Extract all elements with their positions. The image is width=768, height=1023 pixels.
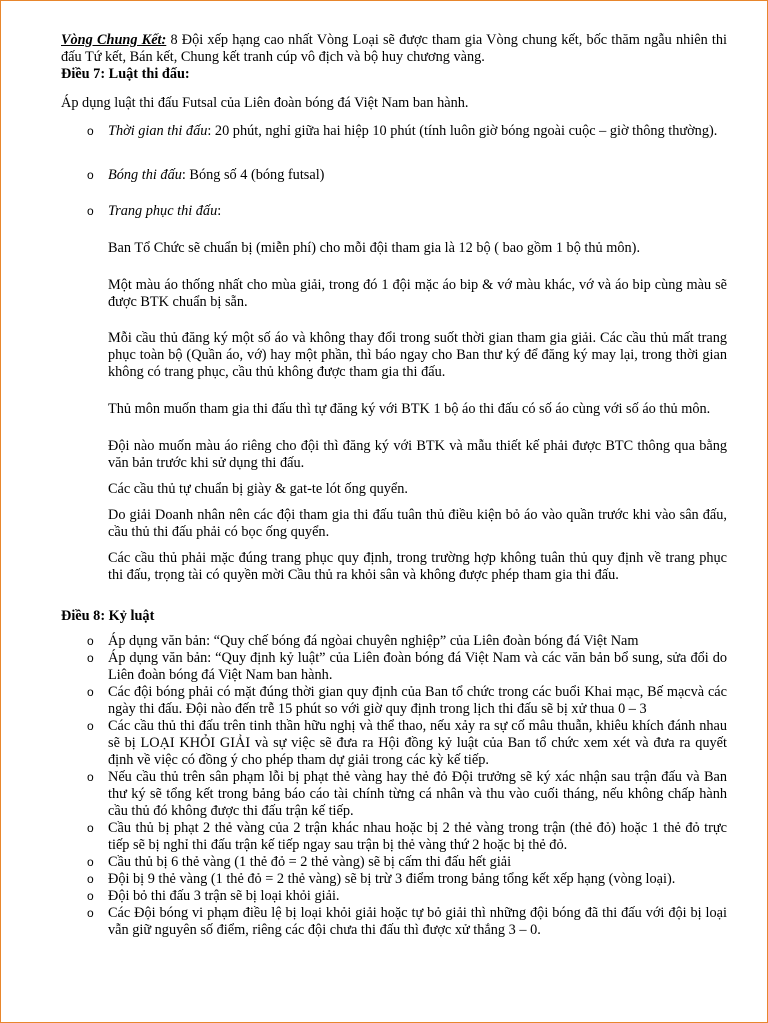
item-text: Cầu thủ bị 6 thẻ vàng (1 thẻ đỏ = 2 thẻ vàng) sẽ bị cấm thi đấu hết giải [108, 854, 512, 870]
bullet-icon: o [87, 634, 94, 648]
uniform-paragraph: Một màu áo thống nhất cho mùa giải, trong đó 1 đội mặc áo bip & vớ màu khác, vớ và áo bip cùng màu sẽ được BTK chuẩn bị sẵn. [108, 277, 727, 310]
item-text: : Bóng số 4 (bóng futsal) [181, 167, 325, 183]
article-7-lead: Áp dụng luật thi đấu Futsal của Liên đoàn bóng đá Việt Nam ban hành. [61, 95, 469, 111]
item-text: Đội bỏ thi đấu 3 trận sẽ bị loại khỏi giải. [108, 888, 340, 904]
uniform-paragraph: Mỗi cầu thủ đăng ký một số áo và không thay đổi trong suốt thời gian tham gia giải. Các cầu thủ mất trang phục toàn bộ (Quần áo, vớ) hay một phần, thì báo ngay cho Ban thư ký để đăng ký may lại, trong thời gian không có trang phục, cầu thủ không được tham gia thi đấu. [108, 330, 727, 380]
bullet-icon: o [87, 124, 94, 138]
item-text: Các Đội bóng vi phạm điều lệ bị loại khỏi giải hoặc tự bỏ giải thì những đội bóng đã thi đấu với đội bị loại vẫn giữ nguyên số điểm, riêng các đội chưa thi đấu thì được xử thắng 3 – 0. [108, 905, 727, 938]
list-item [61, 905, 727, 939]
item-text: Đội bị 9 thẻ vàng (1 thẻ đỏ = 2 thẻ vàng) sẽ bị trừ 3 điểm trong bảng tổng kết xếp hạng (vòng loại). [108, 871, 676, 887]
item-text: Áp dụng văn bản: “Quy định kỷ luật” của Liên đoàn bóng đá Việt Nam và các văn bản bổ sung, sửa đổi do Liên đoàn bóng đá Việt Nam ban hành. [108, 650, 727, 683]
item-text: Nếu cầu thủ trên sân phạm lỗi bị phạt thẻ vàng hay thẻ đỏ Đội trưởng sẽ ký xác nhận sau trận đấu và Ban thư ký sẽ tổng kết trong bảng báo cáo tài chính từng cá nhân và thu vào cuối tháng, nếu không chấp hành cầu thủ đó không được thi đấu trận kế tiếp. [108, 769, 727, 819]
item-text: Cầu thủ bị phạt 2 thẻ vàng của 2 trận khác nhau hoặc bị 2 thẻ vàng trong trận (thẻ đỏ) hoặc 1 thẻ đỏ trực tiếp sẽ bị nghỉ thi đấu trận kế tiếp ngay sau trận bị thẻ vàng thứ 2 hoặc bị thẻ đỏ. [108, 820, 727, 853]
list-item [61, 633, 727, 650]
item-term: Thời gian thi đấu [108, 123, 208, 139]
article-7-heading: Điều 7: Luật thi đấu: [61, 66, 190, 82]
list-item [61, 718, 727, 769]
bullet-icon: o [87, 204, 94, 218]
bullet-icon: o [87, 821, 94, 835]
list-item [61, 888, 727, 905]
list-item [61, 650, 727, 684]
item-text: Các đội bóng phải có mặt đúng thời gian quy định của Ban tổ chức trong các buổi Khai mạc, Bế mạcvà các ngày thi đấu. Đội nào đến trễ 15 phút so với giờ quy định trong lịch thi đấu sẽ bị xử thua 0 – 3 [108, 684, 727, 717]
uniform-paragraph: Các cầu thủ tự chuẩn bị giày & gat-te lót ống quyển. [108, 481, 408, 497]
item-text: Áp dụng văn bản: “Quy chế bóng đá ngòai chuyên nghiệp” của Liên đoàn bóng đá Việt Nam [108, 633, 639, 649]
item-term: Bóng thi đấu [108, 167, 182, 183]
bullet-icon: o [87, 872, 94, 886]
list-item [61, 684, 727, 718]
bullet-icon: o [87, 855, 94, 869]
list-item [61, 871, 727, 888]
uniform-paragraph: Thủ môn muốn tham gia thi đấu thì tự đăng ký với BTK 1 bộ áo thi đấu có số áo cùng với số áo thủ môn. [108, 401, 711, 417]
article-8-list [61, 633, 727, 939]
uniform-paragraph: Các cầu thủ phải mặc đúng trang phục quy định, trong trường hợp không tuân thủ quy định về trang phục thi đấu, trọng tài có quyền mời Cầu thủ ra khỏi sân và không được phép tham gia thi đấu. [108, 550, 727, 583]
bullet-icon: o [87, 719, 94, 733]
final-round-text: 8 Đội xếp hạng cao nhất Vòng Loại sẽ được tham gia Vòng chung kết, bốc thăm ngẫu nhiên thi đấu Tứ kết, Bán kết, Chung kết tranh cúp vô địch và bộ huy chương vàng. [61, 32, 727, 65]
bullet-icon: o [87, 685, 94, 699]
uniform-paragraph: Do giải Doanh nhân nên các đội tham gia thi đấu tuân thủ điều kiện bỏ áo vào quần trước khi vào sân đấu, cầu thủ thi đấu phải có bọc ống quyển. [108, 507, 727, 540]
list-item [61, 167, 727, 184]
list-item [61, 854, 727, 871]
item-text: : 20 phút, nghỉ giữa hai hiệp 10 phút (tính luôn giờ bóng ngoài cuộc – giờ thông thường). [207, 123, 718, 139]
article-8-heading: Điều 8: Kỷ luật [61, 608, 155, 624]
list-item [61, 820, 727, 854]
article-7-list [61, 123, 727, 220]
uniform-paragraph: Ban Tổ Chức sẽ chuẩn bị (miễn phí) cho mỗi đội tham gia là 12 bộ ( bao gồm 1 bộ thủ môn). [108, 240, 641, 256]
uniform-paragraph: Đội nào muốn màu áo riêng cho đội thì đăng ký với BTK và mẫu thiết kế phải được BTC thông qua bằng văn bản trước khi sử dụng thi đấu. [108, 438, 727, 471]
bullet-icon: o [87, 168, 94, 182]
list-item [61, 203, 727, 220]
final-round-lead: Vòng Chung Kết: [61, 32, 167, 48]
item-text: : [217, 203, 222, 219]
bullet-icon: o [87, 770, 94, 784]
item-text: Các cầu thủ thi đấu trên tinh thần hữu nghị và thể thao, nếu xảy ra sự cố mâu thuẫn, khiêu khích đánh nhau sẽ bị LOẠI KHỎI GIẢI và sự việc sẽ đưa ra Hội đồng kỷ luật của Ban tổ chức xem xét và đưa ra quyết định về việc có đồng ý cho phép tham dự giải trong các kỳ kế tiếp. [108, 718, 727, 768]
final-round-paragraph [61, 32, 727, 66]
bullet-icon: o [87, 651, 94, 665]
list-item [61, 123, 727, 140]
item-term: Trang phục thi đấu [108, 203, 218, 219]
list-item [61, 769, 727, 820]
bullet-icon: o [87, 906, 94, 920]
bullet-icon: o [87, 889, 94, 903]
